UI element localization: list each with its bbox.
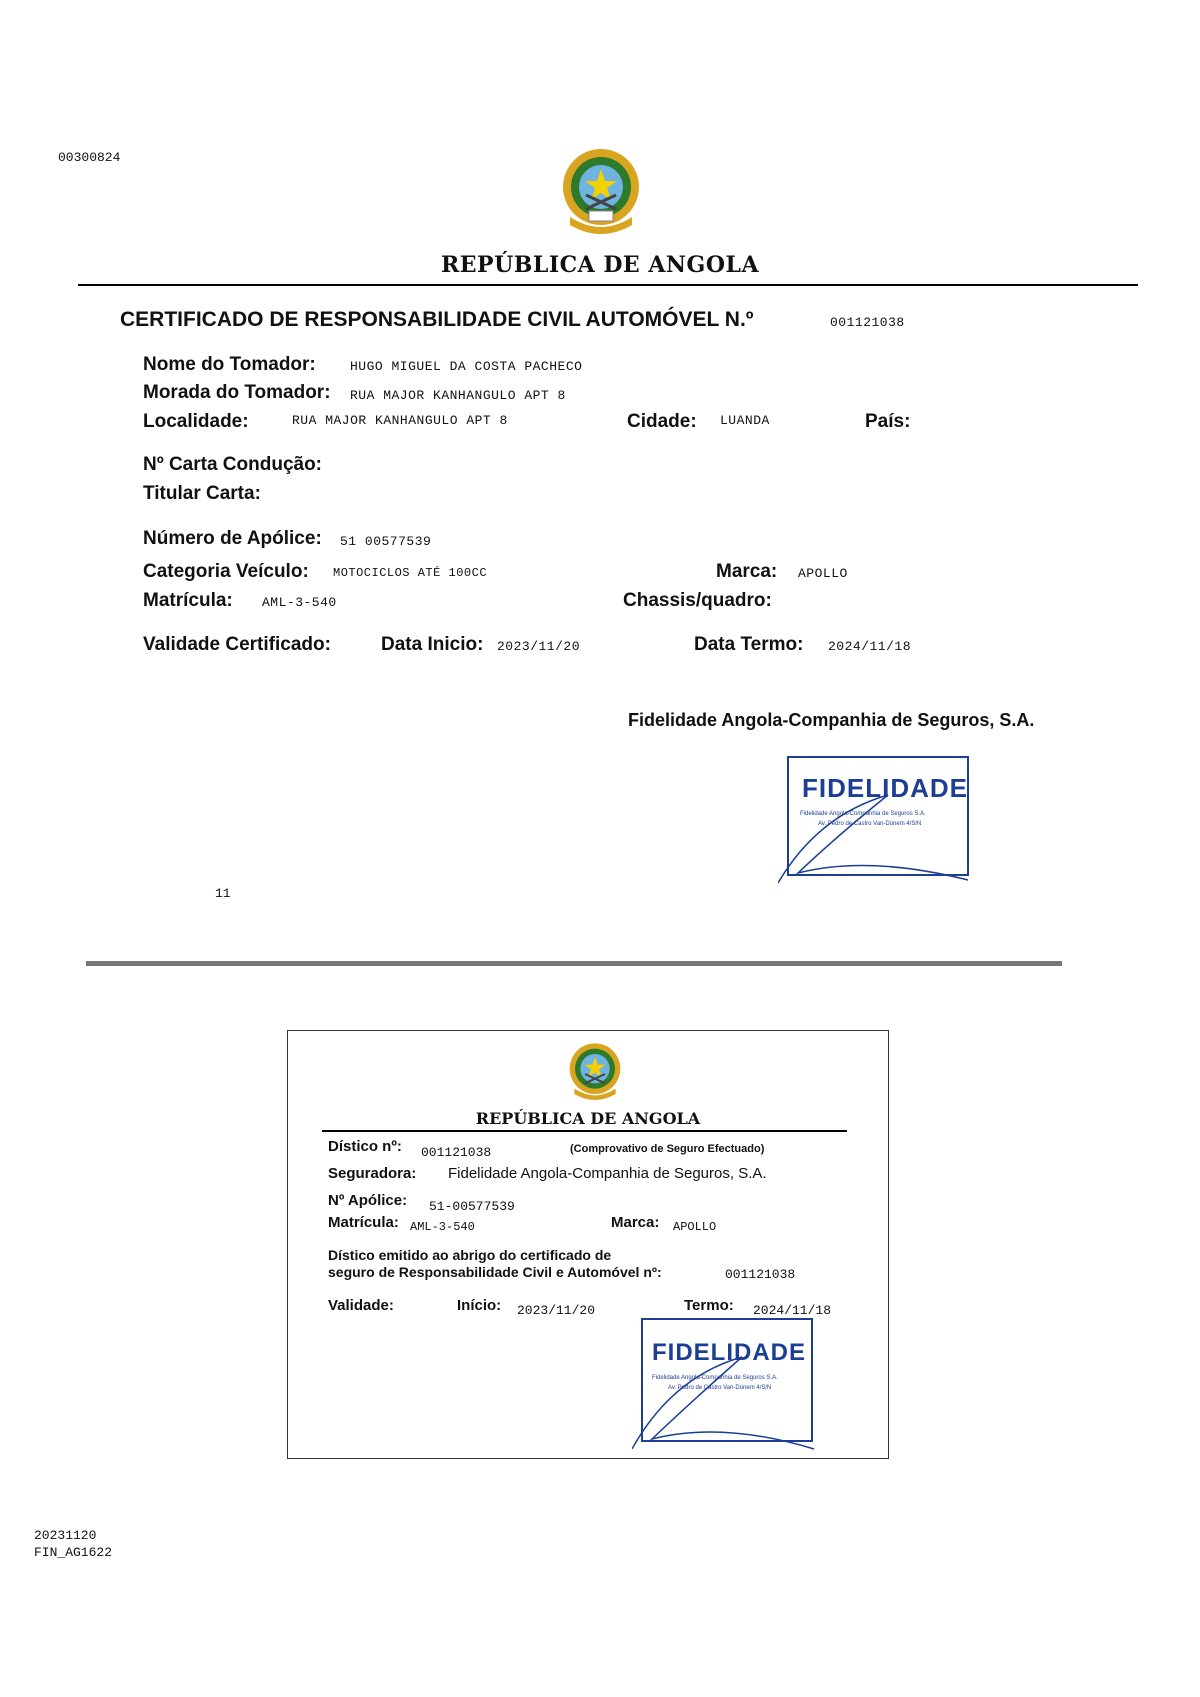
angola-emblem-icon: [556, 145, 646, 245]
country-heading: REPÚBLICA DE ANGOLA: [440, 252, 760, 278]
disc-seguradora-value: Fidelidade Angola-Companhia de Seguros, S.A.: [448, 1165, 767, 1182]
disc-divider: [322, 1130, 847, 1132]
carta-conducao-label: Nº Carta Condução:: [143, 454, 323, 475]
insurer-name: Fidelidade Angola-Companhia de Seguros, S.A.: [628, 710, 1035, 730]
pais-label: País:: [865, 411, 911, 432]
stamp-line-1: Fidelidade Angola-Companhia de Seguros S.A.: [800, 811, 926, 817]
stamp-line-2: Av. Pedro de Castro Van-Dúnem 4/S/N: [818, 821, 922, 827]
validade-label: Validade Certificado:: [143, 634, 331, 655]
disc-matricula-value: AML-3-540: [410, 1220, 475, 1234]
apolice-label: Número de Apólice:: [143, 528, 322, 549]
categoria-label: Categoria Veículo:: [143, 561, 309, 582]
disc-stamp-line-2: Av. Pedro de Castro Van-Dúnem 4/S/N: [668, 1385, 772, 1391]
cidade-label: Cidade:: [627, 411, 697, 432]
footer-code: FIN_AG1622: [34, 1545, 113, 1560]
section-separator: [86, 961, 1062, 966]
disc-distico-note: (Comprovativo de Seguro Efectuado): [570, 1143, 765, 1155]
header-divider: [78, 284, 1138, 286]
matricula-value: AML-3-540: [262, 595, 337, 610]
disc-inicio-value: 2023/11/20: [517, 1303, 596, 1318]
marca-label: Marca:: [716, 561, 778, 582]
disc-marca-value: APOLLO: [673, 1220, 717, 1234]
certificate-title: CERTIFICADO DE RESPONSABILIDADE CIVIL AUTOMÓVEL N.º: [120, 308, 754, 331]
titular-carta-label: Titular Carta:: [143, 483, 261, 504]
morada-value: RUA MAJOR KANHANGULO APT 8: [350, 388, 566, 403]
disc-inicio-label: Início:: [457, 1297, 502, 1314]
disc-stamp-brand: FIDELIDADE: [652, 1339, 806, 1366]
disc-apolice-value: 51-00577539: [429, 1199, 515, 1214]
stamp-brand: FIDELIDADE: [802, 773, 968, 803]
insurance-disc-card: [287, 1030, 889, 1459]
document-code: 00300824: [58, 150, 121, 165]
nome-tomador-label: Nome do Tomador:: [143, 354, 316, 375]
disc-apolice-label: Nº Apólice:: [328, 1192, 408, 1209]
disc-emitido-number: 001121038: [725, 1267, 796, 1282]
disc-distico-value: 001121038: [421, 1145, 492, 1160]
data-termo-label: Data Termo:: [694, 634, 804, 655]
localidade-value: RUA MAJOR KANHANGULO APT 8: [292, 413, 508, 428]
disc-matricula-label: Matrícula:: [328, 1214, 399, 1231]
apolice-value: 51 00577539: [340, 534, 432, 549]
nome-tomador-value: HUGO MIGUEL DA COSTA PACHECO: [350, 359, 583, 374]
disc-stamp-line-1: Fidelidade Angola-Companhia de Seguros S.A.: [652, 1375, 778, 1381]
data-inicio-value: 2023/11/20: [497, 639, 581, 654]
disc-emitido-line-2: seguro de Responsabilidade Civil e Automóvel nº:: [328, 1264, 662, 1280]
marca-value: APOLLO: [798, 566, 848, 581]
disc-distico-label: Dístico nº:: [328, 1138, 402, 1155]
disc-country-heading: REPÚBLICA DE ANGOLA: [475, 1109, 701, 1128]
data-termo-value: 2024/11/18: [828, 639, 912, 654]
disc-marca-label: Marca:: [611, 1214, 660, 1231]
matricula-label: Matrícula:: [143, 590, 233, 611]
footer-date: 20231120: [34, 1528, 97, 1543]
company-stamp: [788, 755, 970, 875]
data-inicio-label: Data Inicio:: [381, 634, 484, 655]
disc-termo-label: Termo:: [684, 1297, 734, 1314]
disc-seguradora-label: Seguradora:: [328, 1165, 417, 1182]
disc-termo-value: 2024/11/18: [753, 1303, 832, 1318]
cidade-value: LUANDA: [720, 413, 770, 428]
disc-validade-label: Validade:: [328, 1297, 394, 1314]
categoria-value: MOTOCICLOS ATÉ 100CC: [333, 566, 488, 580]
angola-emblem-small-icon: [565, 1040, 625, 1108]
morada-label: Morada do Tomador:: [143, 382, 331, 403]
page-number: 11: [215, 886, 231, 901]
localidade-label: Localidade:: [143, 411, 249, 432]
disc-emitido-line-1: Dístico emitido ao abrigo do certificado de: [328, 1247, 612, 1263]
certificate-number: 001121038: [830, 315, 905, 330]
disc-stamp: [642, 1317, 812, 1447]
chassis-label: Chassis/quadro:: [623, 590, 772, 611]
